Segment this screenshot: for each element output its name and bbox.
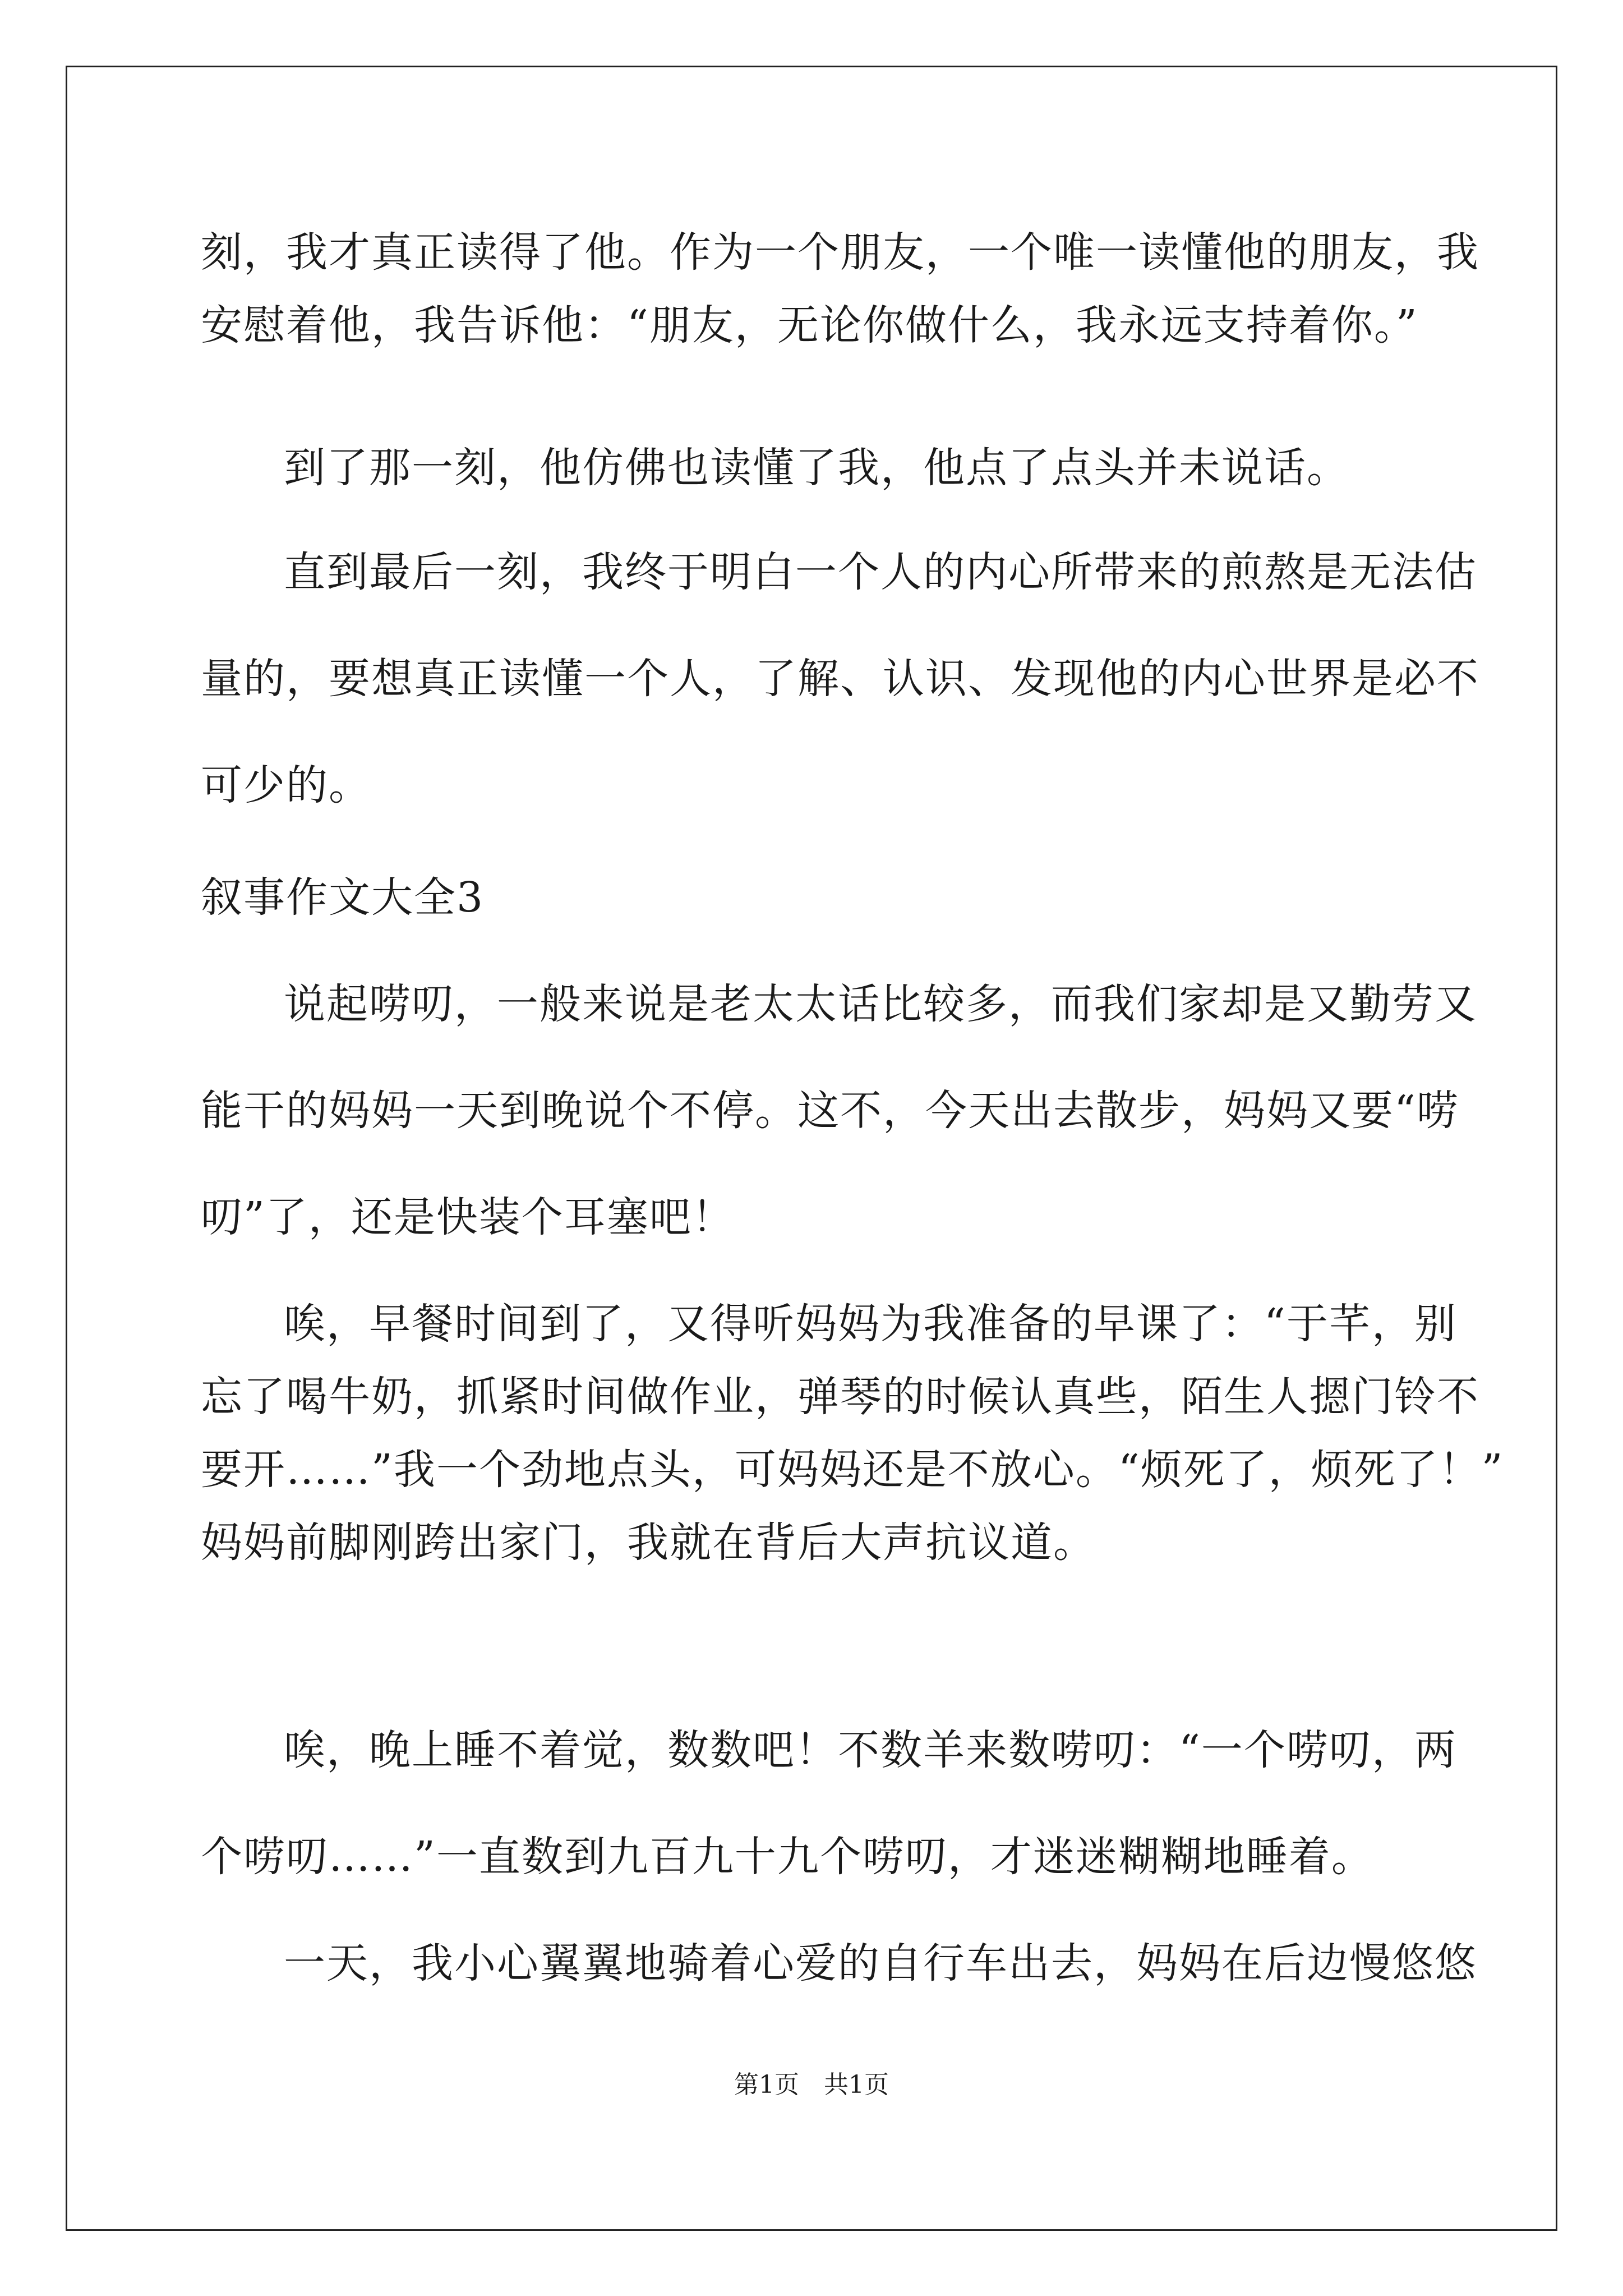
- page-border: [66, 66, 1557, 2231]
- paragraph-start-line: 唉，早餐时间到了，又得听妈妈为我准备的早课了：“于芊，别: [284, 1300, 1457, 1348]
- paragraph-start-line: 说起唠叨，一般来说是老太太话比较多，而我们家却是又勤劳又: [284, 980, 1477, 1028]
- text-line: 妈妈前脚刚跨出家门，我就在背后大声抗议道。: [201, 1519, 1096, 1567]
- page-number-footer: 第1页 共1页: [734, 2070, 889, 2099]
- text-line: 能干的妈妈一天到晚说个不停。这不，今天出去散步，妈妈又要“唠: [201, 1087, 1459, 1135]
- text-line: 量的，要想真正读懂一个人，了解、认识、发现他的内心世界是必不: [201, 655, 1479, 703]
- paragraph-start-line: 唉，晚上睡不着觉，数数吧！不数羊来数唠叨：“一个唠叨，两: [284, 1726, 1457, 1774]
- paragraph-start-line: 到了那一刻，他仿佛也读懂了我，他点了点头并未说话。: [284, 444, 1349, 492]
- text-line: 刻，我才真正读得了他。作为一个朋友，一个唯一读懂他的朋友，我: [201, 228, 1479, 277]
- paragraph-start-line: 直到最后一刻，我终于明白一个人的内心所带来的煎熬是无法估: [284, 548, 1477, 596]
- text-line: 安慰着他，我告诉他：“朋友，无论你做什么，我永远支持着你。”: [201, 301, 1418, 349]
- text-line: 叨”了，还是快装个耳塞吧！: [201, 1193, 735, 1241]
- text-line: 要开……”我一个劲地点头，可妈妈还是不放心。“烦死了，烦死了！”: [201, 1446, 1504, 1494]
- paragraph-start-line: 一天，我小心翼翼地骑着心爱的自行车出去，妈妈在后边慢悠悠: [284, 1939, 1477, 1987]
- text-line: 忘了喝牛奶，抓紧时间做作业，弹琴的时候认真些，陌生人摁门铃不: [201, 1373, 1479, 1421]
- text-line: 可少的。: [201, 761, 371, 809]
- text-line: 个唠叨……”一直数到九百九十九个唠叨，才迷迷糊糊地睡着。: [201, 1833, 1374, 1881]
- section-heading: 叙事作文大全3: [201, 873, 485, 922]
